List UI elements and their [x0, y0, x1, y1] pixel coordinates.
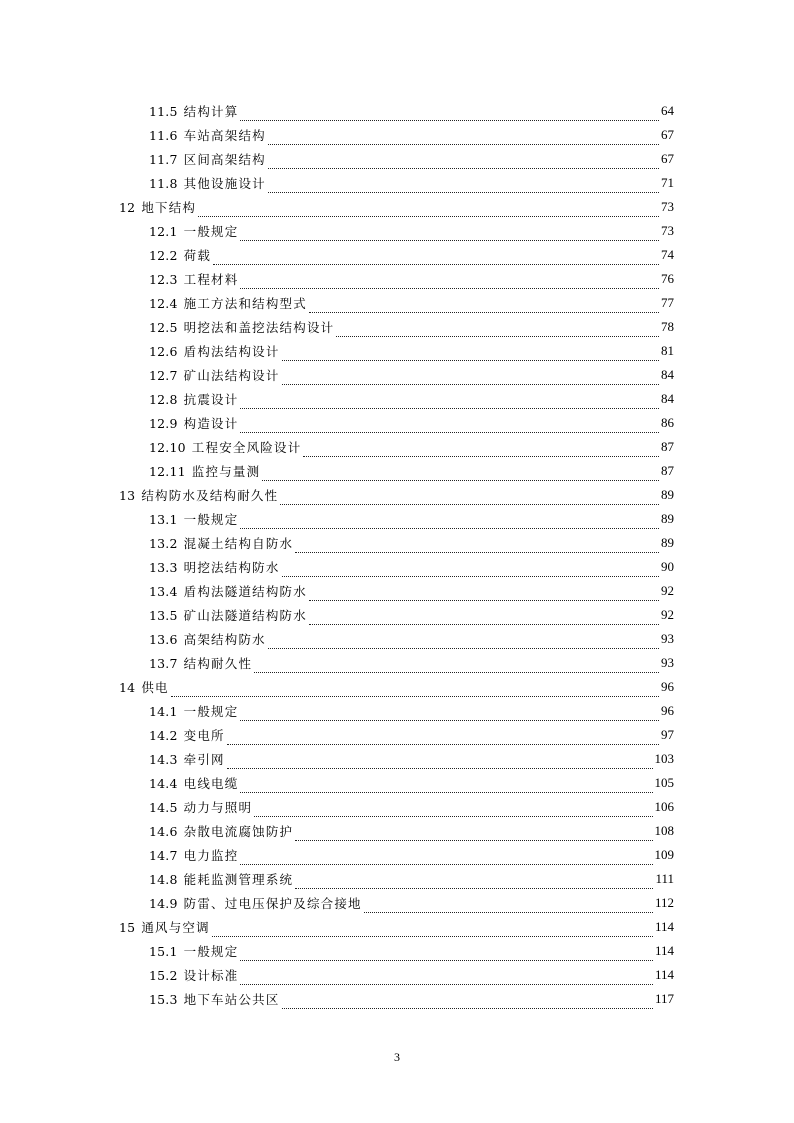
toc-entry-page: 90	[661, 559, 674, 574]
toc-entry-page: 71	[661, 175, 674, 190]
toc-entry-title: 车站高架结构	[183, 128, 266, 143]
toc-entry-number: 15	[119, 919, 136, 935]
toc-entry-page: 89	[661, 511, 674, 526]
toc-entry-title: 盾构法结构设计	[183, 344, 280, 359]
toc-entry-number: 12.8	[149, 391, 178, 407]
toc-entry-number: 12.2	[149, 247, 178, 263]
toc-entry-title: 牵引网	[183, 752, 225, 767]
toc-section-entry[interactable]	[149, 387, 674, 411]
dot-leader	[240, 425, 659, 433]
toc-entry-title: 高架结构防水	[183, 632, 266, 647]
toc-entry-number: 12	[119, 199, 136, 215]
toc-section-entry[interactable]	[149, 507, 674, 531]
toc-entry-number: 14.7	[149, 847, 178, 863]
toc-entry-page: 81	[661, 343, 674, 358]
toc-entry-page: 105	[654, 775, 674, 790]
toc-section-entry[interactable]	[149, 699, 674, 723]
toc-entry-title: 区间高架结构	[183, 152, 266, 167]
toc-entry-number: 13.1	[149, 511, 178, 527]
dot-leader	[303, 449, 659, 457]
toc-entry-title: 设计标准	[183, 968, 239, 983]
toc-section-entry[interactable]	[149, 603, 674, 627]
toc-entry-number: 13.6	[149, 631, 178, 647]
dot-leader	[240, 233, 659, 241]
toc-entry-page: 89	[661, 487, 674, 502]
toc-section-entry[interactable]	[149, 627, 674, 651]
toc-entry-page: 76	[661, 271, 674, 286]
toc-entry-title: 供电	[141, 680, 169, 695]
toc-entry-number: 14.9	[149, 895, 178, 911]
toc-entry-title: 杂散电流腐蚀防护	[183, 824, 294, 839]
dot-leader	[198, 209, 659, 217]
toc-entry-title: 盾构法隧道结构防水	[183, 584, 307, 599]
toc-entry-page: 78	[661, 319, 674, 334]
dot-leader	[268, 161, 659, 169]
toc-entry-page: 93	[661, 655, 674, 670]
toc-entry-page: 114	[654, 919, 674, 934]
toc-entry-page: 67	[661, 127, 674, 142]
dot-leader	[364, 905, 653, 913]
toc-entry-title: 变电所	[183, 728, 225, 743]
toc-entry-page: 84	[661, 367, 674, 382]
toc-entry-title: 一般规定	[183, 944, 239, 959]
toc-entry-title: 结构耐久性	[183, 656, 253, 671]
toc-section-entry[interactable]	[149, 99, 674, 123]
toc-entry-title: 构造设计	[183, 416, 239, 431]
toc-entry-page: 92	[661, 583, 674, 598]
dot-leader	[171, 689, 659, 697]
toc-entry-title: 其他设施设计	[183, 176, 266, 191]
toc-entry-number: 15.2	[149, 967, 178, 983]
dot-leader	[309, 305, 659, 313]
toc-section-entry[interactable]	[149, 939, 674, 963]
toc-entry-number: 13	[119, 487, 136, 503]
page-number: 3	[394, 1050, 400, 1064]
toc-entry-page: 86	[661, 415, 674, 430]
toc-section-entry[interactable]	[149, 459, 674, 483]
toc-entry-title: 电力监控	[183, 848, 239, 863]
toc-entry-page: 84	[661, 391, 674, 406]
dot-leader	[240, 977, 653, 985]
toc-entry-number: 14.8	[149, 871, 178, 887]
toc-entry-page: 117	[654, 991, 674, 1006]
dot-leader	[227, 737, 659, 745]
toc-section-entry[interactable]	[149, 555, 674, 579]
toc-entry-title: 矿山法结构设计	[183, 368, 280, 383]
toc-entry-title: 地下车站公共区	[183, 992, 280, 1007]
toc-entry-number: 14.3	[149, 751, 178, 767]
dot-leader	[295, 833, 652, 841]
dot-leader	[240, 521, 659, 529]
toc-section-entry[interactable]	[149, 123, 674, 147]
toc-entry-title: 能耗监测管理系统	[183, 872, 294, 887]
toc-entry-number: 12.4	[149, 295, 178, 311]
toc-section-entry[interactable]	[149, 435, 674, 459]
dot-leader	[309, 593, 659, 601]
toc-entry-title: 混凝土结构自防水	[183, 536, 294, 551]
toc-section-entry[interactable]	[149, 267, 674, 291]
toc-entry-number: 15.3	[149, 991, 178, 1007]
toc-section-entry[interactable]	[149, 987, 674, 1011]
toc-entry-number: 12.9	[149, 415, 178, 431]
toc-entry-page: 93	[661, 631, 674, 646]
toc-section-entry[interactable]	[149, 963, 674, 987]
dot-leader	[268, 137, 659, 145]
toc-entry-number: 15.1	[149, 943, 178, 959]
toc-entry-number: 12.5	[149, 319, 178, 335]
toc-chapter-entry[interactable]	[119, 483, 674, 507]
toc-entry-title: 地下结构	[141, 200, 197, 215]
toc-entry-title: 结构计算	[183, 104, 239, 119]
toc-entry-number: 12.10	[149, 439, 186, 455]
dot-leader	[262, 473, 659, 481]
dot-leader	[240, 857, 652, 865]
toc-entry-number: 13.7	[149, 655, 178, 671]
toc-section-entry[interactable]	[149, 843, 674, 867]
toc-entry-title: 结构防水及结构耐久性	[141, 488, 279, 503]
toc-section-entry[interactable]	[149, 531, 674, 555]
toc-entry-title: 一般规定	[183, 512, 239, 527]
toc-entry-page: 108	[654, 823, 674, 838]
dot-leader	[268, 641, 659, 649]
toc-section-entry[interactable]	[149, 867, 674, 891]
dot-leader	[282, 569, 659, 577]
dot-leader	[336, 329, 659, 337]
toc-entry-title: 荷载	[183, 248, 212, 263]
dot-leader	[295, 545, 659, 553]
toc-entry-page: 87	[661, 439, 674, 454]
toc-entry-page: 97	[661, 727, 674, 742]
toc-entry-number: 11.8	[149, 175, 178, 191]
toc-section-entry[interactable]	[149, 891, 674, 915]
toc-entry-page: 77	[661, 295, 674, 310]
dot-leader	[240, 785, 652, 793]
toc-entry-number: 12.7	[149, 367, 178, 383]
toc-entry-number: 14.5	[149, 799, 178, 815]
toc-section-entry[interactable]	[149, 243, 674, 267]
toc-entry-number: 11.7	[149, 151, 178, 167]
toc-section-entry[interactable]	[149, 579, 674, 603]
toc-entry-number: 12.11	[149, 463, 186, 479]
toc-entry-title: 防雷、过电压保护及综合接地	[183, 896, 362, 911]
toc-section-entry[interactable]	[149, 411, 674, 435]
toc-section-entry[interactable]	[149, 219, 674, 243]
toc-entry-page: 111	[655, 871, 674, 886]
dot-leader	[240, 953, 653, 961]
toc-entry-number: 12.6	[149, 343, 178, 359]
toc-entry-title: 动力与照明	[183, 800, 253, 815]
toc-entry-page: 92	[661, 607, 674, 622]
toc-entry-page: 109	[654, 847, 674, 862]
toc-entry-page: 103	[654, 751, 674, 766]
toc-section-entry[interactable]	[149, 147, 674, 171]
toc-entry-number: 12.1	[149, 223, 178, 239]
toc-entry-title: 工程安全风险设计	[191, 440, 302, 455]
dot-leader	[240, 713, 659, 721]
dot-leader	[295, 881, 653, 889]
dot-leader	[309, 617, 659, 625]
toc-entry-title: 明挖法和盖挖法结构设计	[183, 320, 335, 335]
toc-entry-page: 114	[654, 943, 674, 958]
toc-chapter-entry[interactable]	[119, 195, 674, 219]
dot-leader	[212, 929, 653, 937]
toc-section-entry[interactable]	[149, 291, 674, 315]
toc-entry-page: 89	[661, 535, 674, 550]
dot-leader	[240, 113, 659, 121]
dot-leader	[240, 401, 659, 409]
toc-chapter-entry[interactable]	[119, 675, 674, 699]
toc-entry-title: 一般规定	[183, 704, 239, 719]
toc-entry-number: 13.2	[149, 535, 178, 551]
toc-section-entry[interactable]	[149, 795, 674, 819]
toc-section-entry[interactable]	[149, 771, 674, 795]
toc-section-entry[interactable]	[149, 315, 674, 339]
toc-entry-page: 74	[661, 247, 674, 262]
toc-entry-number: 14.4	[149, 775, 178, 791]
toc-entry-number: 14.1	[149, 703, 178, 719]
toc-section-entry[interactable]	[149, 651, 674, 675]
toc-entry-title: 抗震设计	[183, 392, 239, 407]
toc-entry-page: 73	[661, 223, 674, 238]
toc-entry-page: 87	[661, 463, 674, 478]
dot-leader	[254, 809, 652, 817]
toc-entry-title: 明挖法结构防水	[183, 560, 280, 575]
toc-entry-title: 施工方法和结构型式	[183, 296, 307, 311]
toc-entry-number: 12.3	[149, 271, 178, 287]
toc-section-entry[interactable]	[149, 819, 674, 843]
toc-section-entry[interactable]	[149, 171, 674, 195]
toc-entry-page: 96	[661, 679, 674, 694]
toc-entry-number: 13.5	[149, 607, 178, 623]
toc-entry-page: 64	[661, 103, 674, 118]
dot-leader	[280, 497, 659, 505]
toc-entry-page: 73	[661, 199, 674, 214]
dot-leader	[282, 353, 659, 361]
dot-leader	[213, 257, 659, 265]
dot-leader	[268, 185, 659, 193]
toc-entry-page: 106	[654, 799, 674, 814]
toc-entry-page: 114	[654, 967, 674, 982]
dot-leader	[240, 281, 659, 289]
toc-entry-title: 监控与量测	[191, 464, 261, 479]
toc-entry-title: 矿山法隧道结构防水	[183, 608, 307, 623]
toc-entry-title: 通风与空调	[141, 920, 210, 935]
toc-entry-page: 96	[661, 703, 674, 718]
toc-section-entry[interactable]	[149, 747, 674, 771]
toc-entry-page: 67	[661, 151, 674, 166]
toc-entry-number: 14	[119, 679, 136, 695]
toc-entry-number: 13.4	[149, 583, 178, 599]
toc-chapter-entry[interactable]	[119, 915, 674, 939]
dot-leader	[254, 665, 659, 673]
table-of-contents	[0, 99, 794, 1011]
toc-entry-title: 电线电缆	[183, 776, 239, 791]
toc-entry-number: 11.5	[149, 103, 178, 119]
toc-entry-number: 13.3	[149, 559, 178, 575]
dot-leader	[282, 377, 659, 385]
toc-entry-page: 112	[654, 895, 674, 910]
toc-section-entry[interactable]	[149, 363, 674, 387]
toc-section-entry[interactable]	[149, 723, 674, 747]
toc-entry-title: 工程材料	[183, 272, 239, 287]
toc-entry-number: 11.6	[149, 127, 178, 143]
dot-leader	[282, 1001, 653, 1009]
toc-entry-number: 14.2	[149, 727, 178, 743]
dot-leader	[227, 761, 653, 769]
toc-entry-number: 14.6	[149, 823, 178, 839]
toc-entry-title: 一般规定	[183, 224, 239, 239]
toc-section-entry[interactable]	[149, 339, 674, 363]
